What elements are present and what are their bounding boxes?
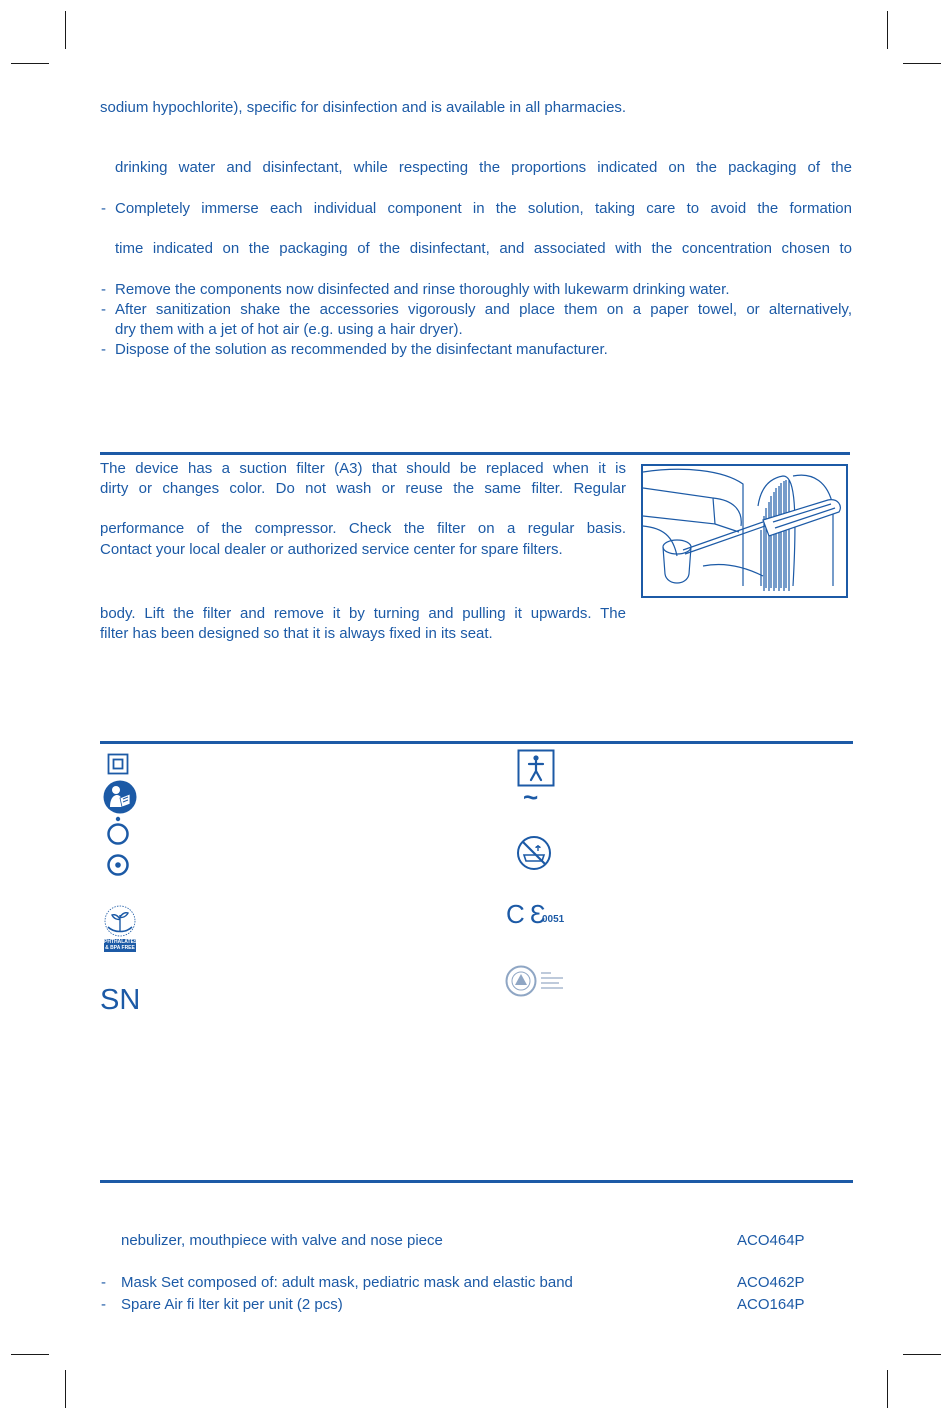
bpa-logo-text: & BPA FREE [105, 945, 135, 951]
crop-mark [11, 1354, 49, 1355]
paragraph-line: The device has a suction filter (A3) that should be replaced when it is [100, 460, 626, 477]
ce-mark-letters: C Ɛ [506, 899, 546, 929]
filter-replacement-illustration [641, 464, 848, 598]
crop-mark [11, 63, 49, 64]
list-item: Dispose of the solution as recommended by the disinfectant manufacturer. [115, 341, 608, 358]
list-bullet: - [101, 301, 106, 318]
list-item-continuation: dry them with a jet of hot air (e.g. using a hair dryer). [115, 321, 463, 338]
screwdriver-filter-drawing [643, 466, 846, 596]
section-rule [100, 741, 853, 744]
certification-seal-icon [505, 964, 567, 1003]
accessory-label: Spare Air fi lter kit per unit (2 pcs) [121, 1296, 343, 1313]
paragraph-line: body. Lift the filter and remove it by turning and pulling it upwards. The [100, 605, 626, 622]
paragraph-line: Contact your local dealer or authorized service center for spare filters. [100, 541, 563, 558]
list-bullet: - [101, 1274, 106, 1291]
accessory-code: ACO462P [737, 1274, 805, 1291]
paragraph-line: time indicated on the packaging of the disinfectant, and associated with the concentration chosen to [115, 240, 852, 257]
paragraph-line: filter has been designed so that it is always fixed in its seat. [100, 625, 493, 642]
alternating-current-icon: ~ [523, 782, 539, 812]
crop-mark [65, 1370, 66, 1408]
power-on-icon [106, 853, 130, 882]
list-item: Remove the components now disinfected and rinse thoroughly with lukewarm drinking water. [115, 281, 730, 298]
list-item: Completely immerse each individual component in the solution, taking care to avoid the formation [115, 200, 852, 217]
section-rule [100, 452, 850, 455]
accessory-label: nebulizer, mouthpiece with valve and nose piece [121, 1232, 443, 1249]
accessory-label: Mask Set composed of: adult mask, pediatric mask and elastic band [121, 1274, 573, 1291]
paragraph-line: drinking water and disinfectant, while respecting the proportions indicated on the packaging of the [115, 159, 852, 176]
list-bullet: - [101, 1296, 106, 1313]
no-bath-use-icon [516, 835, 552, 876]
paragraph-line: sodium hypochlorite), specific for disinfection and is available in all pharmacies. [100, 99, 627, 116]
crop-mark [903, 1354, 941, 1355]
crop-mark [903, 63, 941, 64]
power-off-icon [106, 815, 130, 852]
paragraph-line: performance of the compressor. Check the filter on a regular basis. [100, 520, 626, 537]
accessory-code: ACO464P [737, 1232, 805, 1249]
phthalates-bpa-free-icon [102, 903, 138, 958]
crop-mark [887, 11, 888, 49]
notified-body-number: 0051 [542, 914, 565, 925]
list-bullet: - [101, 200, 106, 217]
paragraph-line: dirty or changes color. Do not wash or reuse the same filter. Regular [100, 480, 626, 497]
list-bullet: - [101, 341, 106, 358]
accessory-code: ACO164P [737, 1296, 805, 1313]
section-rule [100, 1180, 853, 1183]
double-insulation-icon [107, 753, 129, 780]
serial-number-symbol: SN [100, 984, 141, 1016]
read-instructions-icon [103, 780, 137, 819]
list-bullet: - [101, 281, 106, 298]
crop-mark [887, 1370, 888, 1408]
crop-mark [65, 11, 66, 49]
list-item: After sanitization shake the accessories vigorously and place them on a paper towel, or alternatively, [115, 301, 852, 318]
bpa-logo-text: PHTHALATES [104, 939, 138, 945]
